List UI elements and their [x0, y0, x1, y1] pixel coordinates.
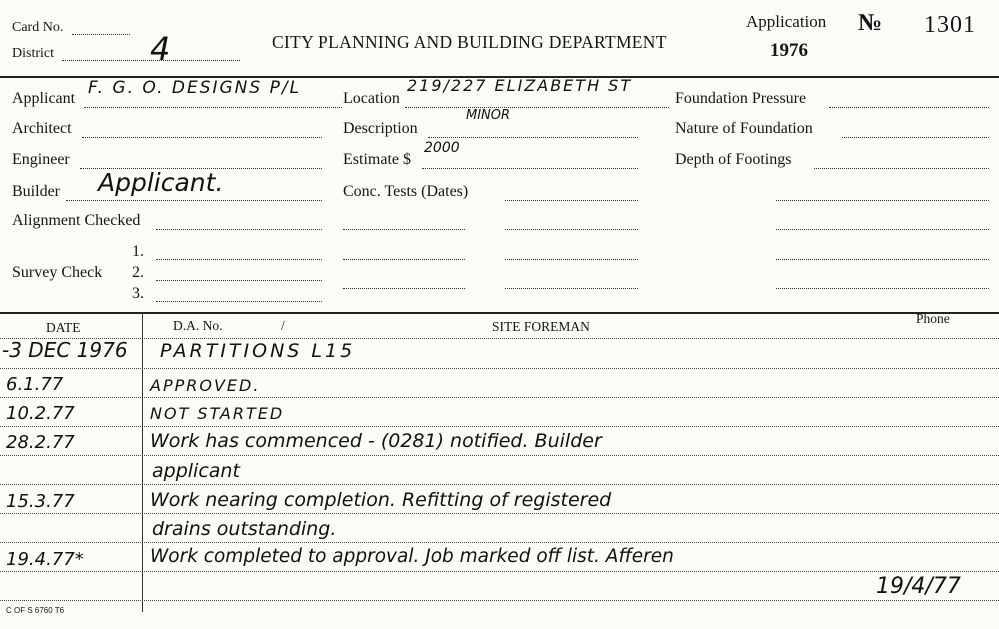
conc-tests-dotted-line-8 [776, 259, 989, 260]
estimate-label: Estimate $ [343, 151, 411, 168]
foundation-pressure-label: Foundation Pressure [675, 90, 807, 107]
log-ruled-line [0, 426, 999, 427]
survey-number-2: 2. [132, 264, 144, 281]
log-row-date: 6.1.77 [6, 374, 64, 395]
district-label: District [12, 46, 54, 61]
card-no-dotted-line [72, 34, 130, 35]
log-row-text: Work has commenced - (0281) notified. Builder [150, 430, 602, 452]
log-row-text: NOT STARTED [150, 404, 285, 423]
conc-tests-dotted-line-7 [505, 259, 638, 260]
log-ruled-line [0, 513, 999, 514]
builder-value: Applicant. [98, 168, 224, 197]
builder-label: Builder [12, 183, 60, 200]
log-row-date: 28.2.77 [6, 432, 75, 453]
conc-tests-dotted-line-11 [776, 288, 989, 289]
description-label: Description [343, 120, 418, 137]
survey-dotted-line-1 [156, 259, 322, 260]
log-row-date: 10.2.77 [6, 403, 75, 424]
estimate-dotted-line [422, 168, 638, 169]
conc-tests-dotted-line-10 [505, 288, 638, 289]
architect-label: Architect [12, 120, 72, 137]
log-ruled-line [0, 600, 999, 601]
survey-number-3: 3. [132, 285, 144, 302]
application-label: Application [746, 12, 827, 31]
log-row-text: drains outstanding. [152, 518, 337, 540]
nature-of-foundation-label: Nature of Foundation [675, 120, 813, 137]
alignment-dotted-line [156, 229, 322, 230]
log-ruled-line [0, 338, 999, 339]
applicant-value: F. G. O. DESIGNS P/L [88, 78, 302, 98]
survey-dotted-line-3 [156, 301, 322, 302]
log-ruled-line [0, 571, 999, 572]
log-ruled-line [0, 542, 999, 543]
log-ruled-line [0, 397, 999, 398]
log-row-text: applicant [152, 460, 240, 482]
location-dotted-line [405, 107, 669, 108]
log-row-date: 15.3.77 [6, 491, 75, 512]
builder-dotted-line [66, 200, 322, 201]
log-row-date: 19.4.77* [6, 549, 84, 570]
da-no-slash: / [281, 318, 285, 333]
application-number: 1301 [924, 12, 976, 38]
conc-tests-dotted-line-4 [505, 229, 638, 230]
conc-tests-dotted-line-6 [343, 259, 465, 260]
number-symbol: № [858, 10, 883, 36]
conc-tests-label: Conc. Tests (Dates) [343, 183, 469, 200]
description-value: MINOR [466, 108, 511, 123]
form-code: C OF S 6760 T6 [6, 606, 65, 615]
survey-check-label: Survey Check [12, 264, 103, 281]
nature-of-foundation-dotted-line [842, 137, 989, 138]
conc-tests-dotted-line-1 [505, 200, 638, 201]
depth-of-footings-label: Depth of Footings [675, 151, 792, 168]
application-year: 1976 [770, 40, 808, 61]
card-no-label: Card No. [12, 20, 64, 35]
depth-of-footings-dotted-line [814, 168, 989, 169]
district-value: 4 [150, 30, 171, 68]
log-row-text: APPROVED. [150, 376, 261, 395]
log-ruled-line [0, 455, 999, 456]
conc-tests-dotted-line-3 [343, 229, 465, 230]
description-dotted-line [428, 137, 638, 138]
log-row-date: -3 DEC 1976 [2, 338, 128, 362]
conc-tests-dotted-line-9 [343, 288, 465, 289]
log-divider [0, 312, 999, 314]
log-row-text: Work completed to approval. Job marked off list. Afferen [150, 546, 674, 567]
conc-tests-dotted-line-2 [776, 200, 989, 201]
location-label: Location [343, 90, 400, 107]
applicant-dotted-line [84, 107, 342, 108]
log-ruled-line [0, 368, 999, 369]
log-row-text: 19/4/77 [876, 574, 961, 599]
conc-tests-dotted-line-5 [776, 229, 989, 230]
engineer-label: Engineer [12, 151, 70, 168]
date-column-header: DATE [46, 320, 81, 335]
survey-dotted-line-2 [156, 280, 322, 281]
site-foreman-column-header: SITE FOREMAN [492, 319, 590, 334]
architect-dotted-line [82, 137, 322, 138]
applicant-label: Applicant [12, 90, 76, 107]
phone-column-header: Phone [916, 311, 950, 326]
estimate-value: 2000 [424, 140, 460, 156]
da-no-column-header: D.A. No. [173, 318, 223, 333]
log-row-text: PARTITIONS L15 [160, 340, 356, 362]
log-row-text: Work nearing completion. Refitting of registered [150, 489, 612, 511]
alignment-checked-label: Alignment Checked [12, 212, 141, 229]
department-title: CITY PLANNING AND BUILDING DEPARTMENT [272, 32, 667, 52]
survey-number-1: 1. [132, 243, 144, 260]
log-ruled-line [0, 484, 999, 485]
date-column-divider [142, 312, 143, 612]
location-value: 219/227 ELIZABETH ST [407, 76, 633, 95]
foundation-pressure-dotted-line [829, 107, 989, 108]
